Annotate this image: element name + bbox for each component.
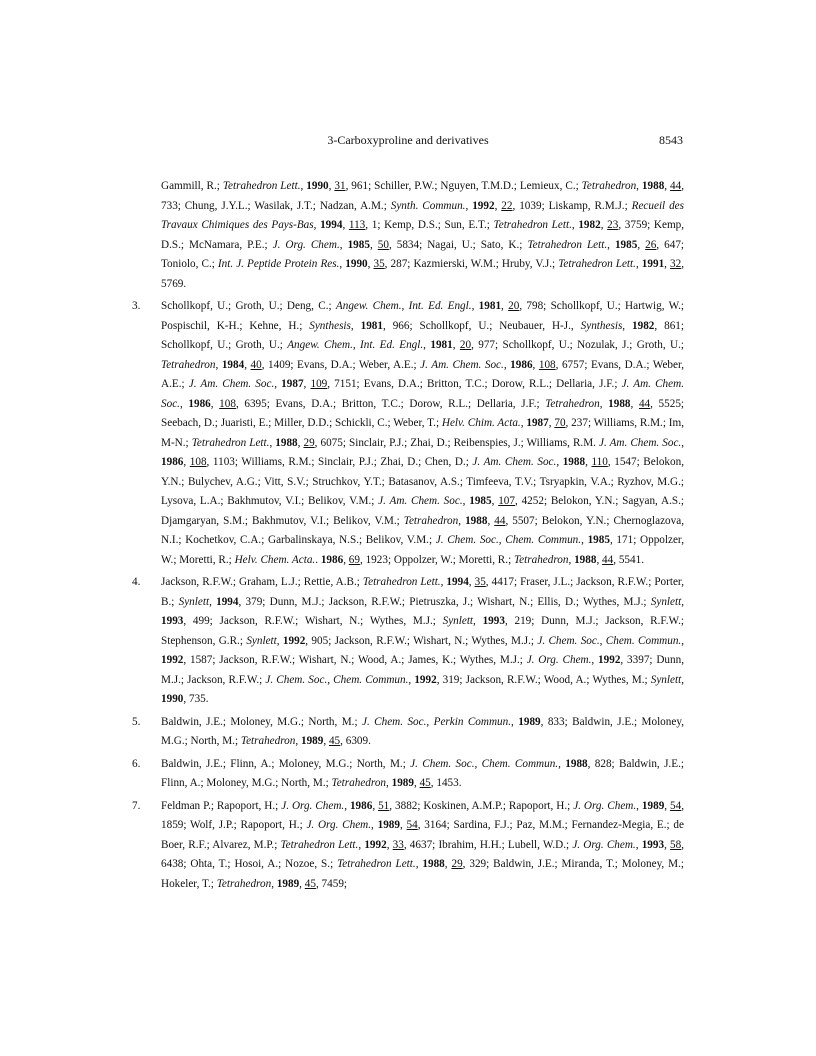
citation-text: , (323, 735, 329, 747)
citation-text: , (532, 358, 539, 371)
journal-name: Synlett (650, 595, 682, 608)
citation-text: , (548, 417, 555, 429)
publication-year: 1991 (641, 258, 665, 270)
citation-text: , (276, 634, 283, 647)
journal-name: Tetrahedron (581, 180, 637, 192)
citation-text: , 1453. (430, 777, 462, 789)
publication-year: 1992 (282, 634, 306, 647)
reference-item (132, 797, 684, 895)
journal-name: Helv. Chem. Acta. (234, 553, 316, 566)
citation-text: , (423, 339, 431, 351)
publication-year: 1988 (465, 514, 488, 527)
publication-year: 1989 (641, 799, 665, 812)
publication-year: 1989 (391, 777, 414, 789)
citation-text: . (315, 553, 321, 566)
reference-text (161, 797, 684, 895)
publication-year: 1988 (275, 436, 298, 449)
citation-text: , (664, 838, 671, 851)
publication-year: 1986 (188, 397, 211, 410)
volume-number: 107 (498, 495, 515, 507)
citation-text: , (635, 258, 642, 270)
citation-text: , 961; Schiller, P.W.; Nguyen, T.M.D.; Lemieux, C.; (345, 180, 582, 192)
citation-text: , 499; Jackson, R.F.W.; Wishart, N.; Wythes, M.J.; (183, 615, 443, 627)
citation-text: , 4637; Ibrahim, H.H.; Lubell, W.D.; (403, 838, 573, 851)
citation-text: , (637, 238, 646, 251)
citation-text: , 219; Dunn, M.J.; Jackson, R.F.W.; Stephenson, G.R.; (161, 615, 684, 647)
journal-name: Tetrahedron (513, 553, 569, 566)
citation-text: , 1547; Belokon, Y.N.; Bulychev, A.G.; Vitt, S.V.; Struchkov, Y.T.; Batasanov, A.S.; Timfeeva, T.V.; Tsryapkin, V.A.; Ryzhov, M.G.; Lysova, L.A.; Bakhmutov, V.I.; Belikov, V.M.; (161, 456, 685, 507)
citation-text: , 1923; Oppolzer, W.; Moretti, R.; (359, 553, 514, 566)
citation-text: , (386, 838, 393, 851)
citation-text: , (452, 339, 460, 351)
publication-year: 1981 (478, 300, 502, 312)
publication-year: 1993 (161, 615, 184, 627)
publication-year: 1985 (614, 238, 638, 251)
publication-year: 1988 (641, 180, 665, 192)
journal-name: J. Am. Chem. Soc. (599, 436, 682, 449)
citation-text: , (300, 180, 307, 192)
citation-text: , 319; Jackson, R.F.W.; Wood, A.; Wythes, M.; (436, 673, 651, 686)
volume-number: 58 (670, 838, 682, 851)
citation-text: , (487, 514, 495, 527)
publication-year: 1992 (598, 654, 621, 666)
citation-text: , (358, 838, 365, 851)
citation-text: , 1409; Evans, D.A.; Weber, A.E.; (261, 358, 421, 371)
citation-text: , (491, 495, 499, 507)
volume-number: 23 (607, 219, 619, 231)
citation-text: , (413, 777, 420, 789)
volume-number: 109 (310, 378, 328, 390)
publication-year: 1981 (430, 339, 453, 351)
citation-text: , 3164; Sardina, F.J.; Paz, M.M.; Fernandez-Megia, E.; de Boer, R.F.; Alvarez, M.P.; (161, 819, 684, 851)
citation-text: , (408, 673, 415, 686)
citation-text: , (299, 877, 305, 890)
citation-text: , (369, 238, 378, 251)
journal-name: Tetrahedron Lett. (337, 858, 416, 870)
publication-year: 1985 (469, 495, 492, 507)
citation-text: , (458, 514, 466, 527)
citation-text: , (468, 576, 475, 588)
journal-name: Angew. Chem., Int. Ed. Engl. (335, 300, 472, 312)
publication-year: 1988 (574, 553, 597, 566)
journal-name: J. Org. Chem. (573, 799, 637, 812)
citation-text: , (342, 219, 349, 231)
publication-year: 1992 (364, 838, 387, 851)
citation-text: , 733; Chung, J.Y.L.; Wasilak, J.T.; Nadzan, A.M.; (161, 180, 685, 212)
publication-year: 1990 (306, 180, 329, 192)
citation-text: , (339, 258, 346, 270)
citation-text: , (313, 219, 321, 231)
volume-number: 44 (494, 514, 506, 527)
journal-name: J. Org. Chem. (572, 838, 636, 851)
citation-text: , 977; Schollkopf, U.; Nozulak, J.; Groth, U.; (471, 339, 685, 351)
citation-text: , (581, 534, 588, 546)
journal-name: J. Am. Chem. Soc. (161, 378, 684, 410)
citation-text: , (664, 799, 671, 812)
volume-number: 69 (348, 553, 360, 566)
citation-text: , 5769. (161, 258, 685, 290)
citation-text: , (440, 576, 447, 588)
journal-name: Tetrahedron (161, 358, 216, 371)
citation-text: , 1587; Jackson, R.F.W.; Wishart, N.; Wood, A.; James, K.; Wythes, M.J.; (183, 654, 527, 666)
citation-text: , (473, 615, 483, 627)
journal-name: Tetrahedron (240, 735, 296, 747)
journal-name: J. Org. Chem. (281, 799, 345, 812)
volume-number: 54 (406, 819, 418, 831)
publication-year: 1992 (161, 654, 184, 666)
volume-number: 50 (377, 238, 389, 251)
volume-number: 31 (334, 180, 346, 192)
citation-text: , (596, 553, 603, 566)
journal-name: Tetrahedron Lett. (527, 238, 608, 251)
citation-text: , (681, 634, 685, 647)
publication-year: 1986 (161, 456, 184, 468)
journal-name: J. Chem. Soc., Chem. Commun. (265, 673, 409, 686)
citation-text: Jackson, R.F.W.; Graham, L.J.; Rettie, A.B.; (161, 576, 363, 588)
citation-text: , (520, 417, 527, 429)
citation-text: , 4252; Belokon, Y.N.; Sagyan, A.S.; Djamgaryan, S.M.; Bakhmutov, V.I.; Belikov, V.M.; (161, 495, 685, 527)
journal-name: Synlett (178, 595, 210, 608)
citation-text: , (350, 319, 361, 332)
journal-name: J. Chem. Soc., Chem. Commun. (435, 534, 582, 546)
running-title: 3-Carboxyproline and derivatives (327, 133, 489, 147)
journal-name: Synth. Commun. (390, 199, 466, 212)
citation-text: , (599, 397, 609, 410)
publication-year: 1986 (510, 358, 533, 371)
volume-number: 20 (508, 300, 520, 312)
journal-name: J. Org. Chem. (306, 819, 372, 831)
citation-text: , (399, 819, 407, 831)
volume-number: 44 (602, 553, 614, 566)
citation-text: , (681, 436, 685, 449)
citation-text: , (244, 358, 251, 371)
volume-number: 29 (451, 858, 463, 870)
volume-number: 33 (392, 838, 404, 851)
reference-item (132, 713, 684, 752)
citation-text: , (269, 436, 276, 449)
publication-year: 1994 (446, 576, 469, 588)
publication-year: 1985 (587, 534, 610, 546)
reference-text (161, 297, 684, 570)
citation-text: , 1859; Wolf, J.P.; Rapoport, H.; (161, 799, 685, 831)
journal-name: Tetrahedron (403, 514, 459, 527)
reference-list (132, 177, 684, 897)
publication-year: 1992 (414, 673, 437, 686)
publication-year: 1984 (221, 358, 245, 371)
citation-text: , (681, 595, 685, 608)
publication-year: 1981 (360, 319, 383, 332)
volume-number: 35 (474, 576, 486, 588)
citation-text: , 828; Baldwin, J.E.; Flinn, A.; Moloney, M.G.; North, M.; (161, 757, 684, 789)
citation-text: , (462, 495, 470, 507)
citation-text: , (183, 456, 190, 468)
volume-number: 45 (328, 735, 341, 747)
citation-text: , (501, 300, 509, 312)
page-header (0, 131, 816, 151)
publication-year: 1990 (161, 693, 184, 705)
volume-number: 108 (538, 358, 556, 371)
citation-text: , 1103; Williams, R.M.; Sinclair, P.J.; Zhai, D.; Chen, D.; (206, 456, 473, 468)
citation-text: Baldwin, J.E.; Moloney, M.G.; North, M.; (161, 715, 362, 728)
reference-number: 4. (132, 576, 141, 588)
citation-text: Schollkopf, U.; Groth, U.; Deng, C.; (161, 300, 336, 312)
citation-text: , (571, 219, 579, 231)
citation-text: , (215, 358, 222, 371)
journal-name: Tetrahedron Lett. (191, 436, 270, 449)
page-number: 8543 (659, 133, 683, 147)
citation-text: , (344, 799, 350, 812)
volume-number: 26 (645, 238, 657, 251)
citation-text: , (636, 180, 642, 192)
journal-name: Synlett (246, 634, 277, 647)
citation-text: , (343, 553, 349, 566)
publication-year: 1992 (472, 199, 495, 212)
publication-year: 1989 (300, 735, 324, 747)
volume-number: 35 (373, 258, 385, 270)
citation-text: , (556, 456, 563, 468)
citation-text: , 329; Baldwin, J.E.; Miranda, T.; Moloney, M.; Hokeler, T.; (161, 858, 684, 890)
journal-name: J. Org. Chem. (272, 238, 340, 251)
citation-text: , (367, 258, 374, 270)
citation-text: , (600, 219, 608, 231)
publication-year: 1987 (526, 417, 549, 429)
reference-text (161, 573, 684, 710)
citation-text: , (635, 838, 642, 851)
journal-name: Tetrahedron (331, 777, 387, 789)
publication-year: 1994 (320, 219, 343, 231)
citation-text: , (303, 378, 311, 390)
publication-year: 1982 (578, 219, 601, 231)
citation-text: , 5525; Seebach, D.; Juaristi, E.; Miller, D.D.; Schickli, C.; Weber, T.; (161, 397, 685, 429)
citation-text: , (371, 819, 378, 831)
volume-number: 44 (638, 397, 651, 410)
citation-text: , (210, 397, 220, 410)
citation-text: , 5507; Belokon, Y.N.; Chernoglazova, N.I.; Kochetkov, C.A.; Garbalinskaya, N.S.; Belikov, V.M.; (161, 514, 684, 546)
journal-name: Tetrahedron Lett. (493, 219, 572, 231)
journal-name: Tetrahedron Lett. (558, 258, 636, 270)
citation-text: , (372, 799, 379, 812)
citation-text: , (503, 358, 511, 371)
reference-text (161, 713, 684, 752)
citation-text: , (271, 877, 277, 890)
citation-text: , 7459; (315, 877, 348, 890)
citation-text: , (209, 595, 217, 608)
citation-text: , 6395; Evans, D.A.; Britton, T.C.; Dorow, R.L.; Dellaria, J.F.; (235, 397, 546, 410)
citation-text: , 1; Kemp, D.S.; Sun, E.T.; (365, 219, 494, 231)
citation-text: , 3759; Kemp, D.S.; McNamara, P.E.; (161, 219, 685, 251)
citation-text: , (328, 180, 335, 192)
journal-name: J. Am. Chem. Soc. (378, 495, 463, 507)
volume-number: 108 (219, 397, 236, 410)
citation-text: , 379; Dunn, M.J.; Jackson, R.F.W.; Pietruszka, J.; Wishart, N.; Ellis, D.; Wythes, M.J.; (238, 595, 651, 608)
volume-number: 22 (501, 199, 513, 212)
volume-number: 51 (378, 799, 390, 812)
journal-name: Tetrahedron Lett. (362, 576, 441, 588)
reference-number (132, 177, 161, 294)
citation-text: , 966; Schollkopf, U.; Neubauer, H-J., (382, 319, 581, 332)
citation-text: , 4417; Fraser, J.L.; Jackson, R.F.W.; Porter, B.; (161, 576, 685, 608)
citation-text: , (494, 199, 502, 212)
citation-text: , (568, 553, 575, 566)
citation-text: , (585, 456, 592, 468)
journal-name: Synlett (650, 673, 682, 686)
citation-text: , (386, 777, 392, 789)
journal-name: Tetrahedron Lett. (280, 838, 359, 851)
journal-name: Int. J. Peptide Protein Res. (217, 258, 340, 270)
citation-text: , 905; Jackson, R.F.W.; Wishart, N.; Wythes, M.J.; (305, 634, 538, 647)
journal-name: Synthesis (580, 319, 623, 332)
citation-text: , 7151; Evans, D.A.; Britton, T.C.; Dorow, R.L.; Dellaria, J.F.; (327, 378, 622, 390)
citation-text: , 6075; Sinclair, P.J.; Zhai, D.; Reibenspies, J.; Williams, R.M. (314, 436, 599, 449)
reference-number: 3. (132, 300, 141, 312)
publication-year: 1989 (518, 715, 541, 728)
publication-year: 1986 (320, 553, 344, 566)
citation-text: , 6438; Ohta, T.; Hosoi, A.; Nozoe, S.; (161, 838, 685, 870)
citation-text: , (471, 300, 479, 312)
citation-text: , (664, 180, 671, 192)
journal-name: J. Chem. Soc., Chem. Commun. (410, 757, 559, 770)
volume-number: 108 (189, 456, 207, 468)
citation-text: , 6309. (340, 735, 371, 747)
volume-number: 54 (670, 799, 682, 812)
citation-text: Gammill, R.; (161, 180, 223, 192)
volume-number: 113 (348, 219, 366, 231)
citation-text: , 647; Toniolo, C.; (161, 238, 685, 270)
reference-text (161, 755, 684, 794)
citation-text: , 861; Schollkopf, U.; Groth, U.; (161, 319, 684, 351)
volume-number: 70 (554, 417, 566, 429)
citation-text: , (179, 397, 189, 410)
publication-year: 1988 (562, 456, 586, 468)
journal-name: Helv. Chim. Acta. (441, 417, 521, 429)
journal-name: Angew. Chem., Int. Ed. Engl. (287, 339, 424, 351)
volume-number: 32 (670, 258, 682, 270)
citation-text: , (339, 238, 348, 251)
publication-year: 1989 (276, 877, 300, 890)
citation-text: , 798; Schollkopf, U.; Hartwig, W.; Pospischil, K-H.; Kehne, H.; (161, 300, 685, 332)
citation-text: , 735. (183, 693, 209, 705)
reference-item (132, 177, 684, 294)
citation-text: , (274, 378, 282, 390)
journal-name: Synthesis (309, 319, 351, 332)
reference-item (132, 573, 684, 710)
citation-text: Feldman P.; Rapoport, H.; (161, 799, 282, 812)
journal-name: J. Org. Chem. (526, 654, 592, 666)
citation-text: , (630, 397, 639, 410)
volume-number: 110 (591, 456, 608, 468)
reference-number: 5. (132, 715, 141, 728)
citation-text: , (664, 258, 671, 270)
reference-item (132, 755, 684, 794)
citation-text: , 237; Williams, R.M.; Im, M-N.; (161, 417, 685, 449)
citation-text: , 287; Kazmierski, W.M.; Hruby, V.J.; (384, 258, 559, 270)
publication-year: 1994 (216, 595, 239, 608)
journal-name: Tetrahedron Lett. (222, 180, 301, 192)
volume-number: 45 (304, 877, 316, 890)
journal-name: J. Am. Chem. Soc. (188, 378, 275, 390)
citation-text: , (607, 238, 615, 251)
citation-text: , 833; Baldwin, J.E.; Moloney, M.G.; North, M.; (161, 715, 684, 747)
citation-text: Baldwin, J.E.; Flinn, A.; Moloney, M.G.; North, M.; (161, 757, 411, 770)
citation-text: , 5834; Nagai, U.; Sato, K.; (388, 238, 528, 251)
publication-year: 1993 (641, 838, 665, 851)
citation-text: , (636, 799, 642, 812)
publication-year: 1982 (632, 319, 655, 332)
citation-text: , (465, 199, 473, 212)
volume-number: 20 (459, 339, 472, 351)
journal-name: Synlett (442, 615, 474, 627)
publication-year: 1987 (281, 378, 304, 390)
journal-name: J. Chem. Soc., Perkin Commun. (361, 715, 512, 728)
citation-text: , (444, 858, 452, 870)
volume-number: 29 (303, 436, 315, 449)
journal-name: Tetrahedron (216, 877, 272, 890)
citation-text: , 1039; Liskamp, R.M.J.; (512, 199, 632, 212)
citation-text: , 3882; Koskinen, A.M.P.; Rapoport, H.; (389, 799, 574, 812)
publication-year: 1993 (482, 615, 505, 627)
publication-year: 1989 (377, 819, 400, 831)
publication-year: 1986 (349, 799, 373, 812)
citation-text: , 5541. (613, 553, 644, 566)
citation-text: , (415, 858, 423, 870)
reference-text (161, 177, 684, 294)
citation-text: , (295, 735, 301, 747)
journal-name: Tetrahedron (545, 397, 600, 410)
publication-year: 1990 (345, 258, 368, 270)
volume-number: 45 (419, 777, 431, 789)
citation-text: , 6757; Evans, D.A.; Weber, A.E.; (161, 358, 685, 390)
citation-text: , (591, 654, 599, 666)
citation-text: , (297, 436, 304, 449)
volume-number: 40 (250, 358, 262, 371)
citation-text: , (511, 715, 519, 728)
citation-text: , 171; Oppolzer, W.; Moretti, R.; (161, 534, 684, 566)
reference-number: 7. (132, 799, 141, 812)
journal-name: J. Am. Chem. Soc. (420, 358, 504, 371)
journal-name: J. Am. Chem. Soc. (472, 456, 557, 468)
reference-number: 6. (132, 757, 141, 770)
journal-name: Recueil des Travaux Chimiques des Pays-Bas (161, 199, 684, 231)
citation-text: , (622, 319, 633, 332)
citation-text: , (681, 673, 684, 686)
volume-number: 44 (670, 180, 682, 192)
publication-year: 1988 (422, 858, 445, 870)
publication-year: 1985 (347, 238, 370, 251)
publication-year: 1988 (565, 757, 588, 770)
citation-text: , 3397; Dunn, M.J.; Jackson, R.F.W.; (161, 654, 684, 686)
citation-text: , (558, 757, 566, 770)
journal-name: J. Chem. Soc., Chem. Commun. (537, 634, 682, 647)
reference-item (132, 297, 684, 570)
publication-year: 1988 (608, 397, 631, 410)
